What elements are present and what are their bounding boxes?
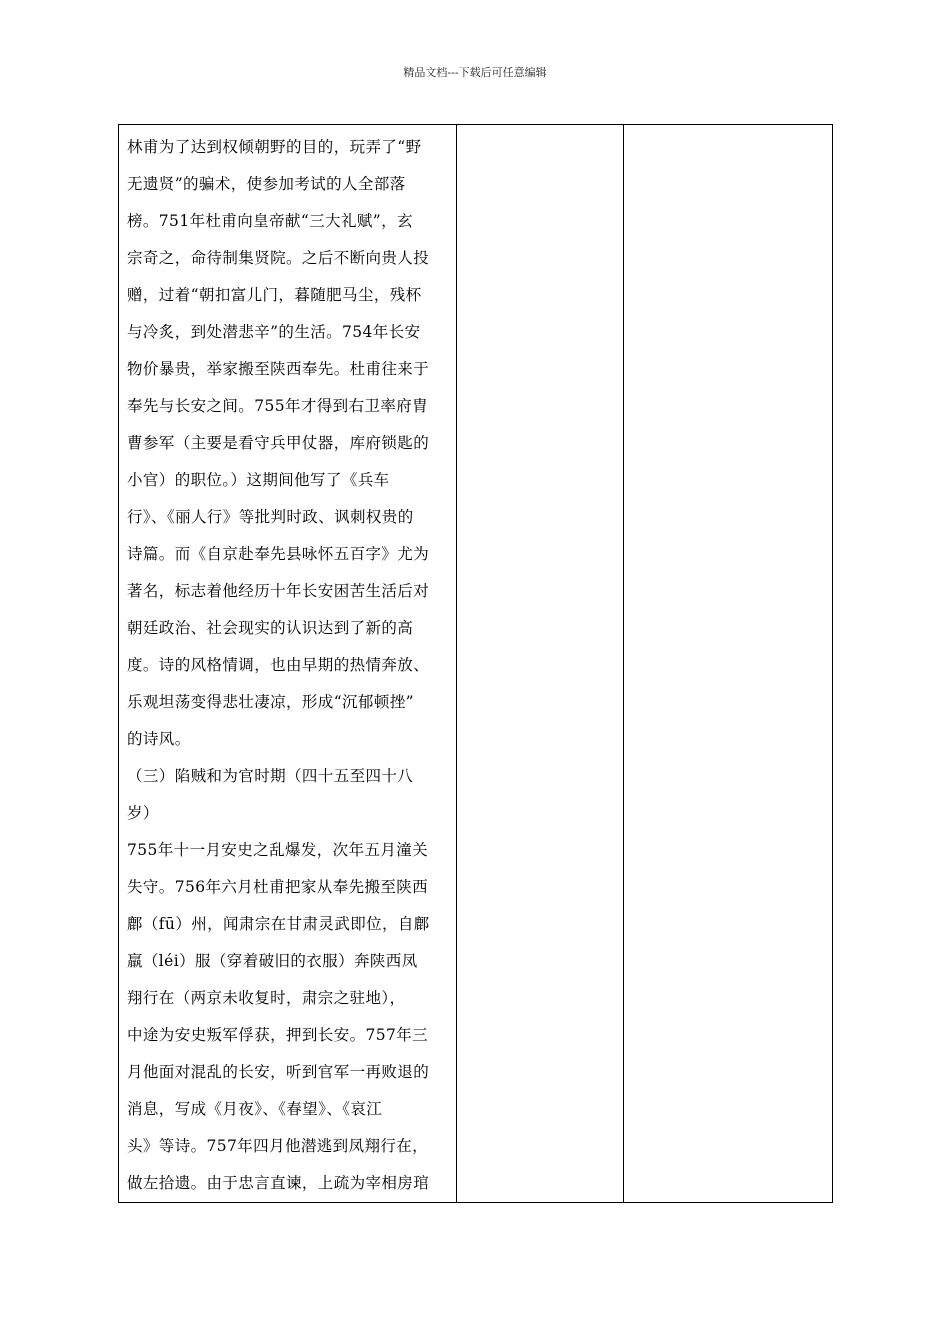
text-line: 朝廷政治、社会现实的认识达到了新的高 <box>127 619 414 637</box>
text-line: 鄜（fū）州，闻肃宗在甘肃灵武即位，自鄜 <box>127 915 430 933</box>
text-line: 月他面对混乱的长安，听到官军一再败退的 <box>127 1063 430 1081</box>
biography-cell <box>119 125 457 1203</box>
text-line: （三）陷贼和为官时期（四十五至四十八 <box>127 767 414 785</box>
text-line: 中途为安史叛军俘获，押到长安。757年三 <box>127 1026 429 1044</box>
text-line: 榜。751年杜甫向皇帝献“三大礼赋”，玄 <box>127 212 413 230</box>
content-table <box>118 124 833 1203</box>
text-line: 无遗贤”的骗术，使参加考试的人全部落 <box>127 175 406 193</box>
text-line: 755年十一月安史之乱爆发，次年五月潼关 <box>127 841 429 859</box>
text-line: 头》等诗。757年四月他潜逃到凤翔行在， <box>127 1137 429 1155</box>
text-line: 赠，过着“朝扣富儿门，暮随肥马尘，残杯 <box>127 286 422 304</box>
text-line: 著名，标志着他经历十年长安困苦生活后对 <box>127 582 430 600</box>
text-line: 物价暴贵，举家搬至陕西奉先。杜甫往来于 <box>127 360 430 378</box>
text-line: 曹参军（主要是看守兵甲仗器，库府锁匙的 <box>127 434 430 452</box>
text-line: 羸（léi）服（穿着破旧的衣服）奔陕西凤 <box>127 952 418 970</box>
text-line: 林甫为了达到权倾朝野的目的，玩弄了“野 <box>127 138 422 156</box>
text-line: 消息，写成《月夜》、《春望》、《哀江 <box>127 1100 383 1118</box>
text-line: 诗篇。而《自京赴奉先县咏怀五百字》尤为 <box>127 545 430 563</box>
text-line: 宗奇之，命待制集贤院。之后不断向贵人投 <box>127 249 430 267</box>
text-line: 的诗风。 <box>127 730 191 748</box>
table-row <box>119 125 833 1203</box>
text-line: 与冷炙，到处潜悲辛”的生活。754年长安 <box>127 323 421 341</box>
text-line: 度。诗的风格情调，也由早期的热情奔放、 <box>127 656 430 674</box>
page-header: 精品文档---下载后可任意编辑 <box>403 66 547 79</box>
text-line: 乐观坦荡变得悲壮凄凉，形成“沉郁顿挫” <box>127 693 414 711</box>
text-line: 奉先与长安之间。755年才得到右卫率府胄 <box>127 397 429 415</box>
text-line: 失守。756年六月杜甫把家从奉先搬至陕西 <box>127 878 429 896</box>
text-line: 做左拾遗。由于忠言直谏，上疏为宰相房琯 <box>127 1174 430 1192</box>
text-line: 行》、《丽人行》等批判时政、讽刺权贵的 <box>127 508 414 526</box>
empty-cell-2 <box>457 125 624 1203</box>
text-line: 翔行在（两京未收复时，肃宗之驻地）， <box>127 989 406 1007</box>
text-line: 岁） <box>127 804 159 822</box>
empty-cell-3 <box>624 125 833 1203</box>
text-line: 小官）的职位。）这期间他写了《兵车 <box>127 471 390 489</box>
biography-text <box>119 125 456 1202</box>
